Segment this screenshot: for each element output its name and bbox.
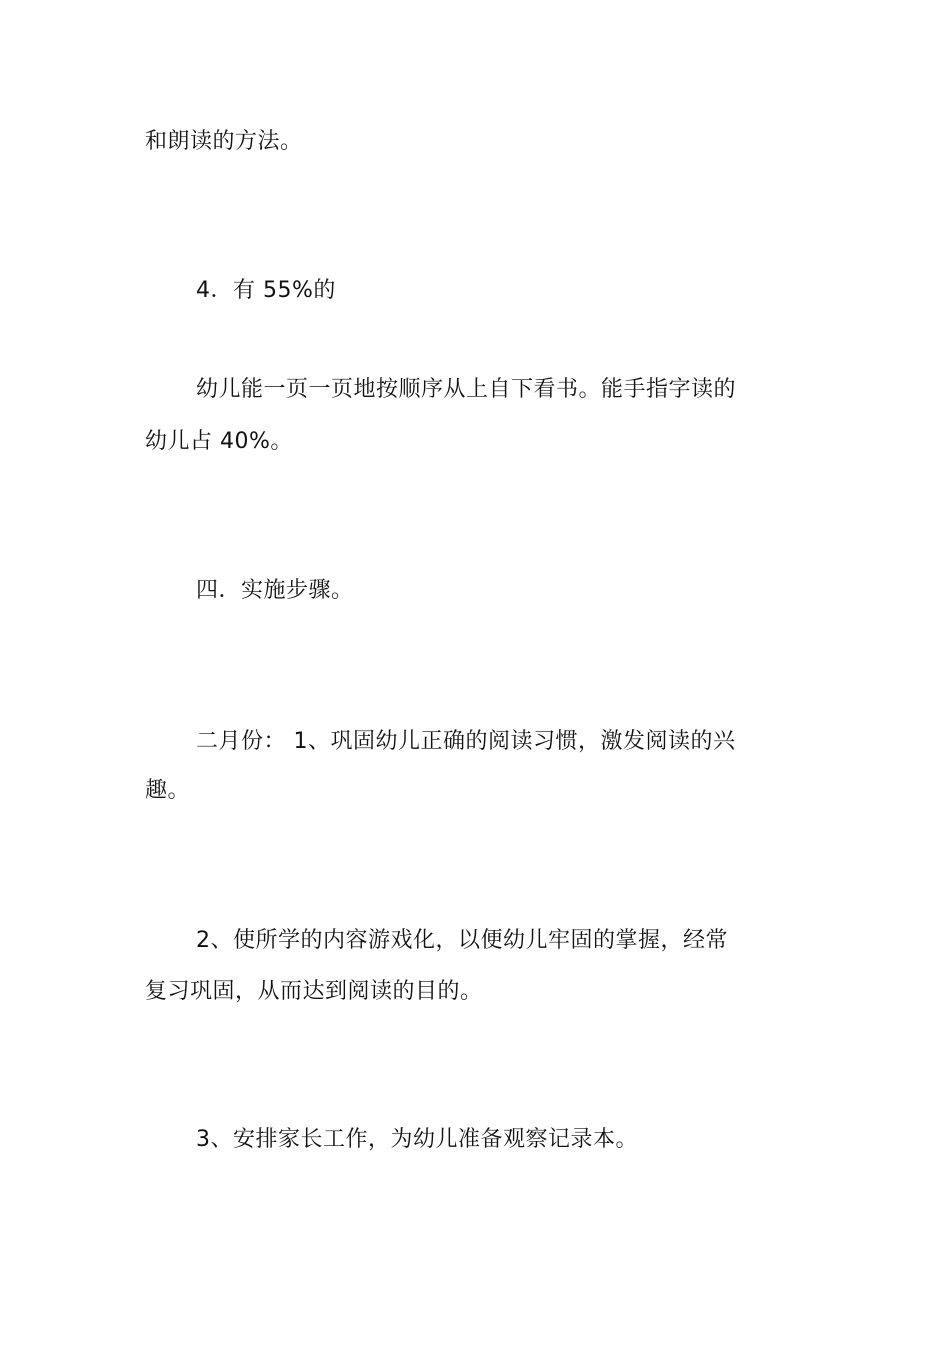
- paragraph-line: 4．有 55%的: [196, 278, 336, 303]
- paragraph-line: 和朗读的方法。: [145, 129, 303, 154]
- paragraph-line: 幼儿能一页一页地按顺序从上自下看书。能手指字读的: [196, 377, 737, 402]
- paragraph-line: 二月份： 1、巩固幼儿正确的阅读习惯，激发阅读的兴: [196, 729, 736, 754]
- section-heading: 四．实施步骤。: [196, 578, 354, 603]
- paragraph-line: 3、安排家长工作，为幼儿准备观察记录本。: [196, 1127, 638, 1152]
- paragraph-line: 2、使所学的内容游戏化，以便幼儿牢固的掌握，经常: [196, 928, 728, 953]
- paragraph-line: 复习巩固，从而达到阅读的目的。: [145, 979, 483, 1004]
- paragraph-line: 趣。: [145, 778, 191, 803]
- paragraph-line: 幼儿占 40%。: [145, 429, 293, 454]
